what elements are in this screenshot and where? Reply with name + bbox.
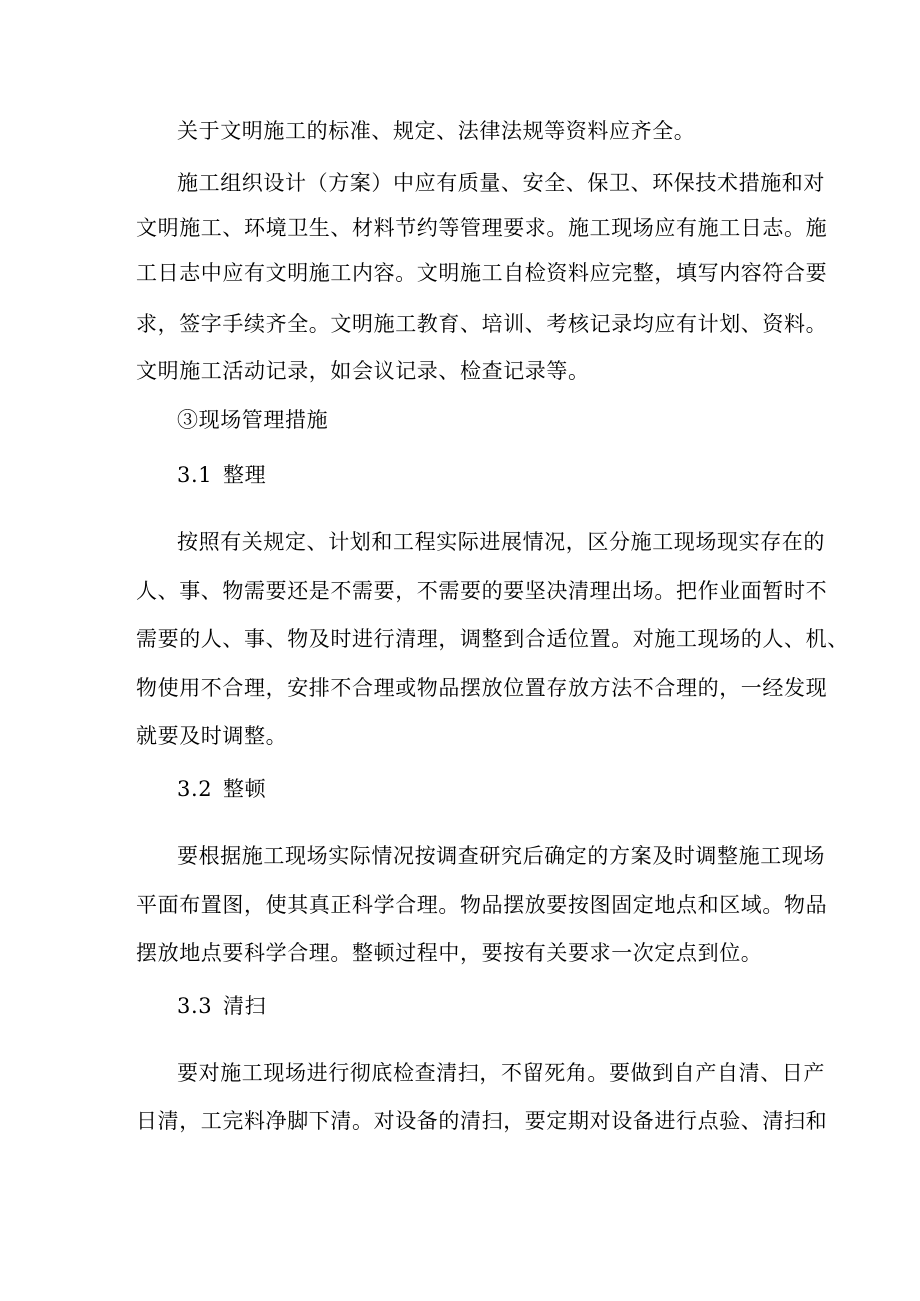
heading-title: 整理: [223, 463, 267, 487]
paragraph-line: 平面布置图，使其真正科学合理。物品摆放要按图固定地点和区域。物品: [136, 893, 828, 917]
subsection-heading-3-2: [0, 774, 920, 804]
heading-number: 3.1: [177, 463, 213, 487]
paragraph-line: 需要的人、事、物及时进行清理，调整到合适位置。对施工现场的人、机、: [136, 627, 849, 651]
paragraph-line: 工日志中应有文明施工内容。文明施工自检资料应完整，填写内容符合要: [136, 261, 828, 285]
paragraph-line: 求，签字手续齐全。文明施工教育、培训、考核记录均应有计划、资料。: [136, 312, 828, 336]
paragraph-line: 文明施工活动记录，如会议记录、检查记录等。: [136, 359, 590, 383]
paragraph-line: 关于文明施工的标准、规定、法律法规等资料应齐全。: [177, 119, 696, 143]
paragraph-line: 日清，工完料净脚下清。对设备的清扫，要定期对设备进行点验、清扫和: [136, 1109, 828, 1133]
heading-title: 整顿: [223, 777, 267, 801]
paragraph-line: 就要及时调整。: [136, 724, 288, 748]
paragraph-line: 按照有关规定、计划和工程实际进展情况，区分施工现场现实存在的: [177, 530, 825, 554]
heading-title: 清扫: [223, 994, 267, 1018]
heading-number: 3.2: [177, 777, 213, 801]
subsection-heading-3-3: [0, 991, 920, 1021]
paragraph-line: 要根据施工现场实际情况按调查研究后确定的方案及时调整施工现场: [177, 844, 825, 868]
heading-number: 3.3: [177, 994, 213, 1018]
paragraph-line: 物使用不合理，安排不合理或物品摆放位置存放方法不合理的，一经发现: [136, 676, 828, 700]
paragraph-line: 要对施工现场进行彻底检查清扫，不留死角。要做到自产自清、日产: [177, 1061, 825, 1085]
paragraph-line: 人、事、物需要还是不需要，不需要的要坚决清理出场。把作业面暂时不: [136, 579, 828, 603]
paragraph-line: 施工组织设计（方案）中应有质量、安全、保卫、环保技术措施和对: [177, 171, 825, 195]
paragraph-line: 文明施工、环境卫生、材料节约等管理要求。施工现场应有施工日志。施: [136, 216, 828, 240]
section-heading: ③现场管理措施: [177, 408, 329, 432]
paragraph-line: 摆放地点要科学合理。整顿过程中，要按有关要求一次定点到位。: [136, 941, 763, 965]
subsection-heading-3-1: [0, 460, 920, 490]
